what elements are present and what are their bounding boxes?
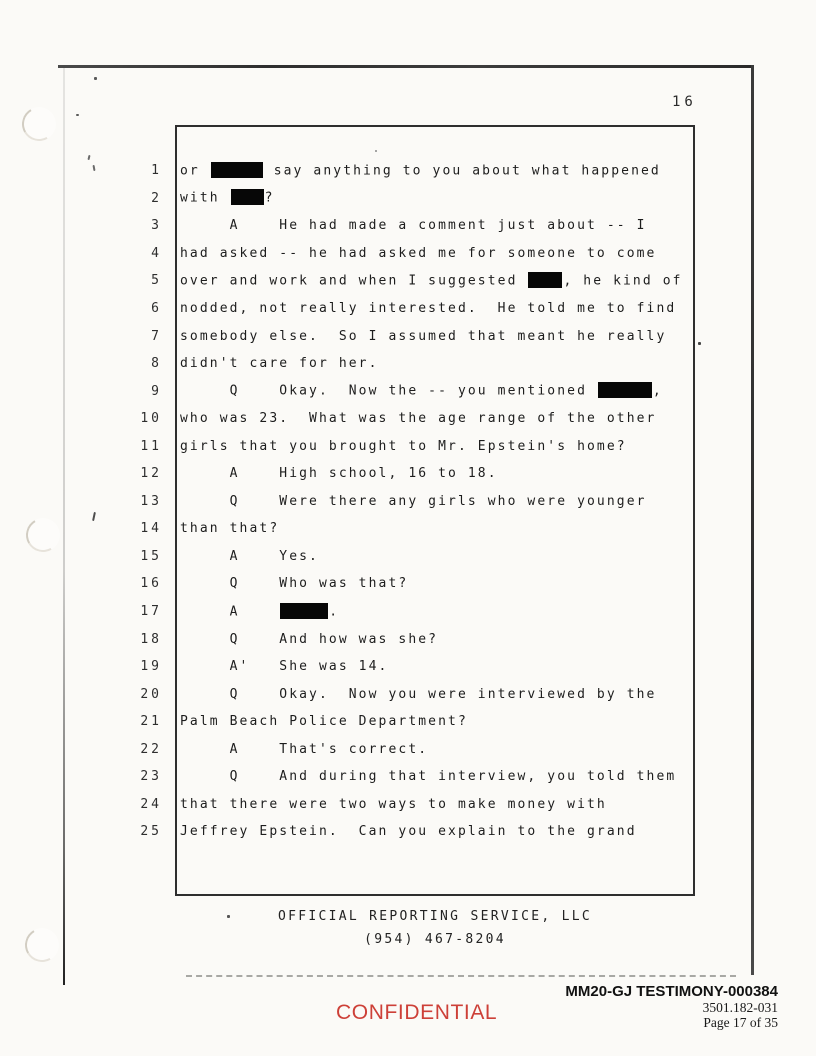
line-text: A High school, 16 to 18. (180, 466, 498, 482)
photocopy-border-bottom (186, 975, 736, 977)
bates-stamp-block (565, 983, 778, 1030)
line-number: 21 (140, 714, 162, 730)
bates-number: MM20-GJ TESTIMONY-000384 (565, 983, 778, 1000)
line-text: girls that you brought to Mr. Epstein's home? (180, 438, 627, 454)
line-number: 6 (151, 301, 162, 316)
line-text: than that? (180, 521, 280, 537)
line-number: 24 (140, 796, 162, 812)
transcript-line (124, 763, 684, 791)
redaction-box (280, 603, 328, 619)
reporter-name: OFFICIAL REPORTING SERVICE, LLC (278, 909, 592, 924)
line-text: A' She was 14. (180, 659, 389, 675)
line-text: Jeffrey Epstein. Can you explain to the grand (180, 824, 637, 840)
line-number: 20 (140, 686, 162, 702)
line-text: nodded, not really interested. He told me to find (180, 301, 677, 316)
line-number: 25 (140, 824, 162, 840)
transcript-line (124, 735, 684, 763)
line-number: 11 (140, 438, 162, 454)
pen-mark (87, 155, 90, 160)
photocopy-border-right (751, 65, 754, 975)
line-text: Q Okay. Now the -- you mentioned , (180, 383, 663, 399)
line-text: over and work and when I suggested , he kind of (180, 273, 683, 289)
transcript-line (124, 432, 684, 460)
line-number: 9 (151, 383, 162, 399)
line-number: 8 (151, 356, 162, 372)
line-number: 4 (151, 245, 162, 261)
transcript-line (124, 295, 684, 323)
scan-speck (76, 114, 79, 116)
line-text: Q And during that interview, you told them (180, 769, 677, 785)
transcript-line (124, 157, 684, 185)
redaction-box (528, 272, 562, 288)
transcript-line (124, 488, 684, 516)
line-text: with ? (180, 190, 275, 206)
line-text: or say anything to you about what happened (180, 163, 661, 179)
line-number: 17 (140, 604, 162, 620)
line-number: 5 (151, 273, 162, 289)
line-number: 10 (140, 411, 162, 427)
line-number: 1 (151, 163, 162, 179)
line-text: didn't care for her. (180, 356, 379, 372)
line-text: Q Who was that? (180, 576, 409, 592)
punch-hole-top (18, 103, 60, 145)
redaction-box (231, 189, 264, 205)
transcript-line (124, 543, 684, 571)
exhibit-number: 3501.182-031 (702, 1000, 778, 1015)
transcript-line (124, 680, 684, 708)
transcript-line (124, 818, 684, 846)
line-text: that there were two ways to make money with (180, 796, 607, 812)
line-number: 23 (140, 769, 162, 785)
transcript-line (124, 405, 684, 433)
transcript-line (124, 515, 684, 543)
transcript-line (124, 598, 684, 626)
transcript-line (124, 267, 684, 295)
line-number: 16 (140, 576, 162, 592)
page-number: 16 (672, 94, 697, 110)
transcript-lines (124, 157, 684, 846)
line-text: Palm Beach Police Department? (180, 714, 468, 730)
photocopy-border-top (58, 65, 754, 68)
line-text: Q Were there any girls who were younger (180, 493, 647, 509)
line-number: 13 (140, 493, 162, 509)
pen-mark (92, 512, 96, 521)
line-number: 15 (140, 548, 162, 564)
photocopy-border-left (63, 68, 65, 985)
line-text: A He had made a comment just about -- I (180, 218, 647, 234)
line-number: 22 (140, 741, 162, 757)
line-text: who was 23. What was the age range of the other (180, 411, 657, 427)
line-number: 19 (140, 659, 162, 675)
transcript-line (124, 653, 684, 681)
redaction-box (598, 382, 652, 398)
transcript-line (124, 791, 684, 819)
line-text: somebody else. So I assumed that meant he really (180, 328, 667, 344)
line-text: A Yes. (180, 548, 319, 564)
confidential-stamp: CONFIDENTIAL (336, 1001, 498, 1024)
reporter-footer (175, 905, 695, 951)
scan-speck (698, 342, 701, 345)
reporter-phone: (954) 467-8204 (364, 932, 506, 947)
line-number: 7 (151, 328, 162, 344)
transcript-line (124, 570, 684, 598)
line-number: 12 (140, 466, 162, 482)
line-text: A That's correct. (180, 741, 429, 757)
line-number: 3 (151, 218, 162, 234)
line-text: Q Okay. Now you were interviewed by the (180, 686, 657, 702)
transcript-line (124, 460, 684, 488)
line-text: had asked -- he had asked me for someone to come (180, 245, 657, 261)
transcript-line (124, 240, 684, 268)
transcript-line (124, 625, 684, 653)
transcript-line (124, 185, 684, 213)
transcript-line (124, 377, 684, 405)
punch-hole-bottom (21, 924, 63, 966)
transcript-line (124, 708, 684, 736)
line-number: 2 (151, 190, 162, 206)
scan-speck (94, 77, 97, 80)
line-text: Q And how was she? (180, 631, 439, 647)
redaction-box (211, 162, 263, 178)
transcript-line (124, 212, 684, 240)
line-number: 18 (140, 631, 162, 647)
page-info: Page 17 of 35 (703, 1015, 778, 1030)
punch-hole-middle (22, 514, 64, 556)
transcript-line (124, 350, 684, 378)
line-text: A . (180, 604, 340, 620)
pen-mark (92, 165, 95, 171)
line-number: 14 (140, 521, 162, 537)
transcript-line (124, 322, 684, 350)
